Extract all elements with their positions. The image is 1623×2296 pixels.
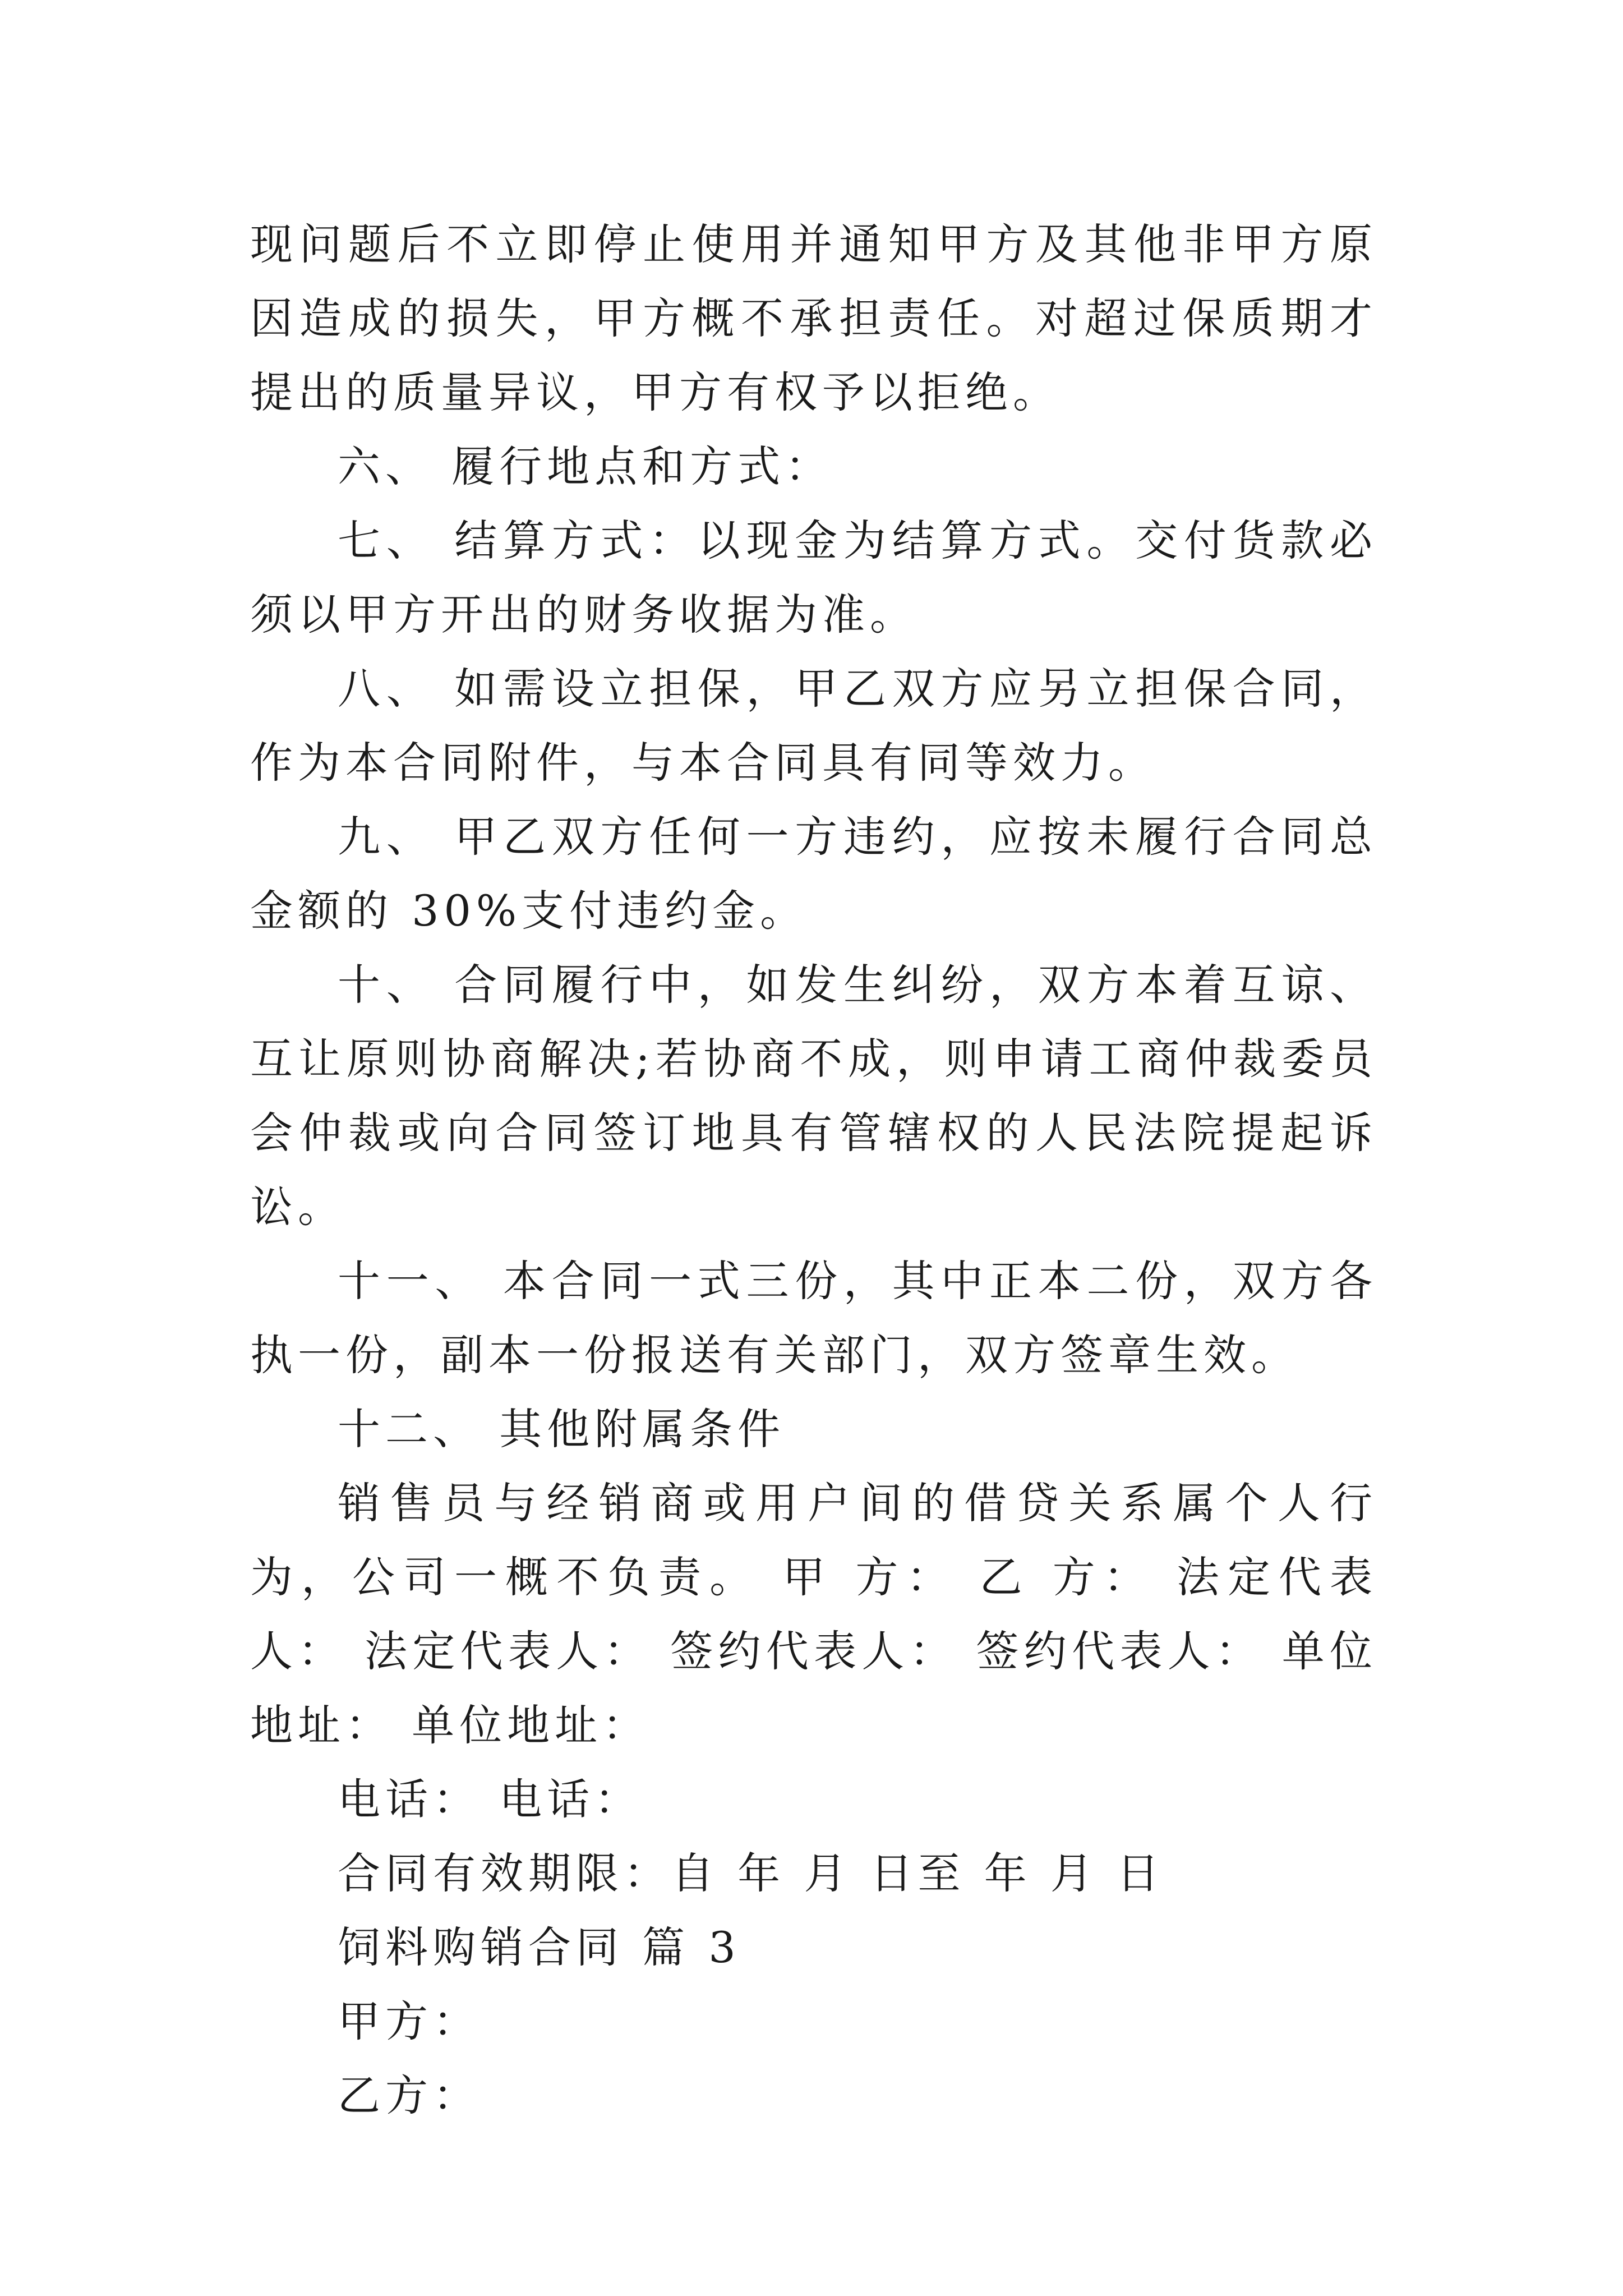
document-body	[250, 208, 1377, 2133]
paragraph-phone: 电话： 电话：	[338, 1774, 643, 1824]
party-b-label: 乙方：	[338, 2070, 481, 2120]
paragraph-clause-9: 九、 甲乙双方任何一方违约，应按未履行合同总金额的 30%支付违约金。	[250, 812, 1377, 936]
paragraph-clause-10: 十、 合同履行中，如发生纠纷，双方本着互谅、互让原则协商解决;若协商不成，则申请工商仲裁委员会仲裁或向合同签订地具有管辖权的人民法院提起诉讼。	[250, 960, 1377, 1232]
party-a-label: 甲方：	[338, 1996, 481, 2046]
paragraph-clause-7: 七、 结算方式：以现金为结算方式。交付货款必须以甲方开出的财务收据为准。	[250, 516, 1377, 639]
paragraph-clause-12: 十二、 其他附属条件	[338, 1404, 786, 1454]
paragraph-signature-block: 销售员与经销商或用户间的借贷关系属个人行为，公司一概不负责。 甲 方： 乙 方： 法定代表人： 法定代表人： 签约代表人： 签约代表人： 单位地址： 单位地址：	[250, 1478, 1377, 1750]
paragraph-clause-8: 八、 如需设立担保，甲乙双方应另立担保合同，作为本合同附件，与本合同具有同等效力。	[250, 664, 1377, 788]
section-heading-contract-3: 饲料购销合同 篇 3	[338, 1922, 741, 1972]
paragraph-clause-11: 十一、 本合同一式三份，其中正本二份，双方各执一份，副本一份报送有关部门，双方签章生效。	[250, 1256, 1377, 1380]
paragraph-quality-liability: 现问题后不立即停止使用并通知甲方及其他非甲方原因造成的损失，甲方概不承担责任。对超过保质期才提出的质量异议，甲方有权予以拒绝。	[250, 219, 1377, 417]
paragraph-clause-6: 六、 履行地点和方式：	[338, 441, 833, 491]
paragraph-validity-period: 合同有效期限：自 年 月 日至 年 月 日	[338, 1848, 1164, 1898]
